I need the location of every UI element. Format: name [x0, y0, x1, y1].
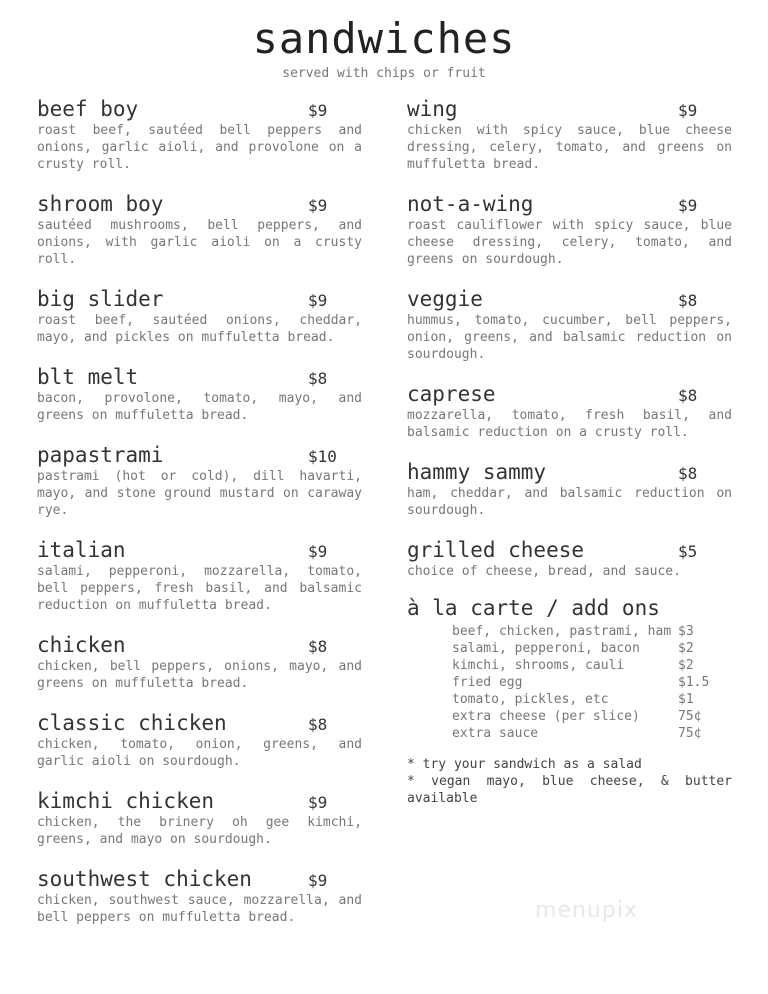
- menu-item: [407, 286, 732, 381]
- item-description: chicken, tomato, onion, greens, and garlic aioli on sourdough.: [37, 737, 362, 769]
- item-description: ham, cheddar, and balsamic reduction on sourdough.: [407, 486, 732, 518]
- menu-item: [407, 96, 732, 191]
- menu-notes: [407, 756, 732, 807]
- item-price: $9: [308, 871, 328, 890]
- addon-price: $3: [678, 624, 694, 639]
- addon-price: 75¢: [678, 726, 702, 741]
- addon-name: salami, pepperoni, bacon: [452, 641, 640, 656]
- item-description: chicken, the brinery oh gee kimchi, greens, and mayo on sourdough.: [37, 815, 362, 847]
- item-description: roast beef, sautéed onions, cheddar, mayo, and pickles on muffuletta bread.: [37, 313, 362, 345]
- menu-item: [37, 710, 362, 788]
- item-price: $9: [308, 101, 328, 120]
- menu-subtitle: served with chips or fruit: [282, 66, 486, 81]
- menu-item: [37, 537, 362, 632]
- addon-row: [452, 623, 732, 640]
- menu-item: [37, 788, 362, 866]
- menu-item: [37, 632, 362, 710]
- addon-row: [452, 708, 732, 725]
- item-price: $9: [308, 291, 328, 310]
- item-description: choice of cheese, bread, and sauce.: [407, 564, 681, 579]
- item-price: $9: [678, 196, 698, 215]
- watermark-logo: menupix: [535, 898, 638, 923]
- item-description: salami, pepperoni, mozzarella, tomato, bell peppers, fresh basil, and balsamic reduction on muffuletta bread.: [37, 564, 362, 613]
- addon-price: $2: [678, 658, 694, 673]
- addons-list: [452, 623, 732, 742]
- item-price: $8: [678, 386, 698, 405]
- addon-row: [452, 640, 732, 657]
- menu-item: [407, 459, 732, 537]
- item-price: $8: [308, 369, 328, 388]
- menu-item: [37, 442, 362, 537]
- item-price: $8: [678, 291, 698, 310]
- item-description: chicken, bell peppers, onions, mayo, and greens on muffuletta bread.: [37, 659, 362, 691]
- item-price: $9: [678, 101, 698, 120]
- addon-row: [452, 657, 732, 674]
- addon-price: 75¢: [678, 709, 702, 724]
- menu-item: [37, 191, 362, 286]
- menu-title: sandwiches: [252, 14, 516, 63]
- menu-item: [407, 191, 732, 286]
- item-name: veggie: [407, 287, 483, 311]
- item-name: beef boy: [37, 97, 139, 121]
- item-name: italian: [37, 538, 126, 562]
- addon-name: tomato, pickles, etc: [452, 692, 609, 707]
- left-column: [37, 96, 362, 926]
- item-description: pastrami (hot or cold), dill havarti, mayo, and stone ground mustard on caraway rye.: [37, 469, 362, 518]
- item-name: big slider: [37, 287, 164, 311]
- item-name: hammy sammy: [407, 460, 547, 484]
- item-name: grilled cheese: [407, 538, 585, 562]
- item-description: roast beef, sautéed bell peppers and onions, garlic aioli, and provolone on a crusty roll.: [37, 123, 362, 172]
- addon-name: fried egg: [452, 675, 523, 690]
- addon-row: [452, 691, 732, 708]
- item-description: bacon, provolone, tomato, mayo, and greens on muffuletta bread.: [37, 391, 362, 423]
- item-description: sautéed mushrooms, bell peppers, and onions, with garlic aioli on a crusty roll.: [37, 218, 362, 267]
- item-name: chicken: [37, 633, 126, 657]
- addon-price: $1: [678, 692, 694, 707]
- item-name: caprese: [407, 382, 496, 406]
- item-name: not-a-wing: [407, 192, 534, 216]
- item-price: $8: [678, 464, 698, 483]
- item-name: kimchi chicken: [37, 789, 215, 813]
- item-description: roast cauliflower with spicy sauce, blue cheese dressing, celery, tomato, and greens on sourdough.: [407, 218, 732, 267]
- menu-item: [407, 537, 732, 595]
- addon-price: $2: [678, 641, 694, 656]
- item-name: shroom boy: [37, 192, 164, 216]
- menu-item: [37, 286, 362, 364]
- item-price: $5: [678, 542, 698, 561]
- addons-section: [407, 595, 732, 742]
- item-price: $9: [308, 542, 328, 561]
- item-name: classic chicken: [37, 711, 227, 735]
- addon-name: beef, chicken, pastrami, ham: [452, 624, 672, 639]
- vegan-note: * vegan mayo, blue cheese, & butter available: [407, 774, 732, 806]
- item-description: chicken, southwest sauce, mozzarella, and bell peppers on muffuletta bread.: [37, 893, 362, 925]
- addon-price: $1.5: [678, 675, 710, 690]
- item-name: southwest chicken: [37, 867, 252, 891]
- addon-name: kimchi, shrooms, cauli: [452, 658, 625, 673]
- item-description: chicken with spicy sauce, blue cheese dressing, celery, tomato, and greens on muffuletta bread.: [407, 123, 732, 172]
- item-price: $8: [308, 715, 328, 734]
- menu-item: [407, 381, 732, 459]
- item-price: $9: [308, 793, 328, 812]
- addon-row: [452, 674, 732, 691]
- item-description: mozzarella, tomato, fresh basil, and balsamic reduction on a crusty roll.: [407, 408, 732, 440]
- menu-item: [37, 96, 362, 191]
- addons-title: à la carte / add ons: [407, 596, 660, 620]
- menu-item: [37, 866, 362, 926]
- item-price: $9: [308, 196, 328, 215]
- item-name: papastrami: [37, 443, 164, 467]
- item-price: $8: [308, 637, 328, 656]
- menu-item: [37, 364, 362, 442]
- item-name: blt melt: [37, 365, 139, 389]
- item-price: $10: [308, 447, 337, 466]
- item-name: wing: [407, 97, 458, 121]
- salad-note: * try your sandwich as a salad: [407, 757, 642, 772]
- addon-name: extra sauce: [452, 726, 539, 741]
- item-description: hummus, tomato, cucumber, bell peppers, onion, greens, and balsamic reduction on sourdough.: [407, 313, 732, 362]
- addon-row: [452, 725, 732, 742]
- right-column: [407, 96, 732, 807]
- addon-name: extra cheese (per slice): [452, 709, 640, 724]
